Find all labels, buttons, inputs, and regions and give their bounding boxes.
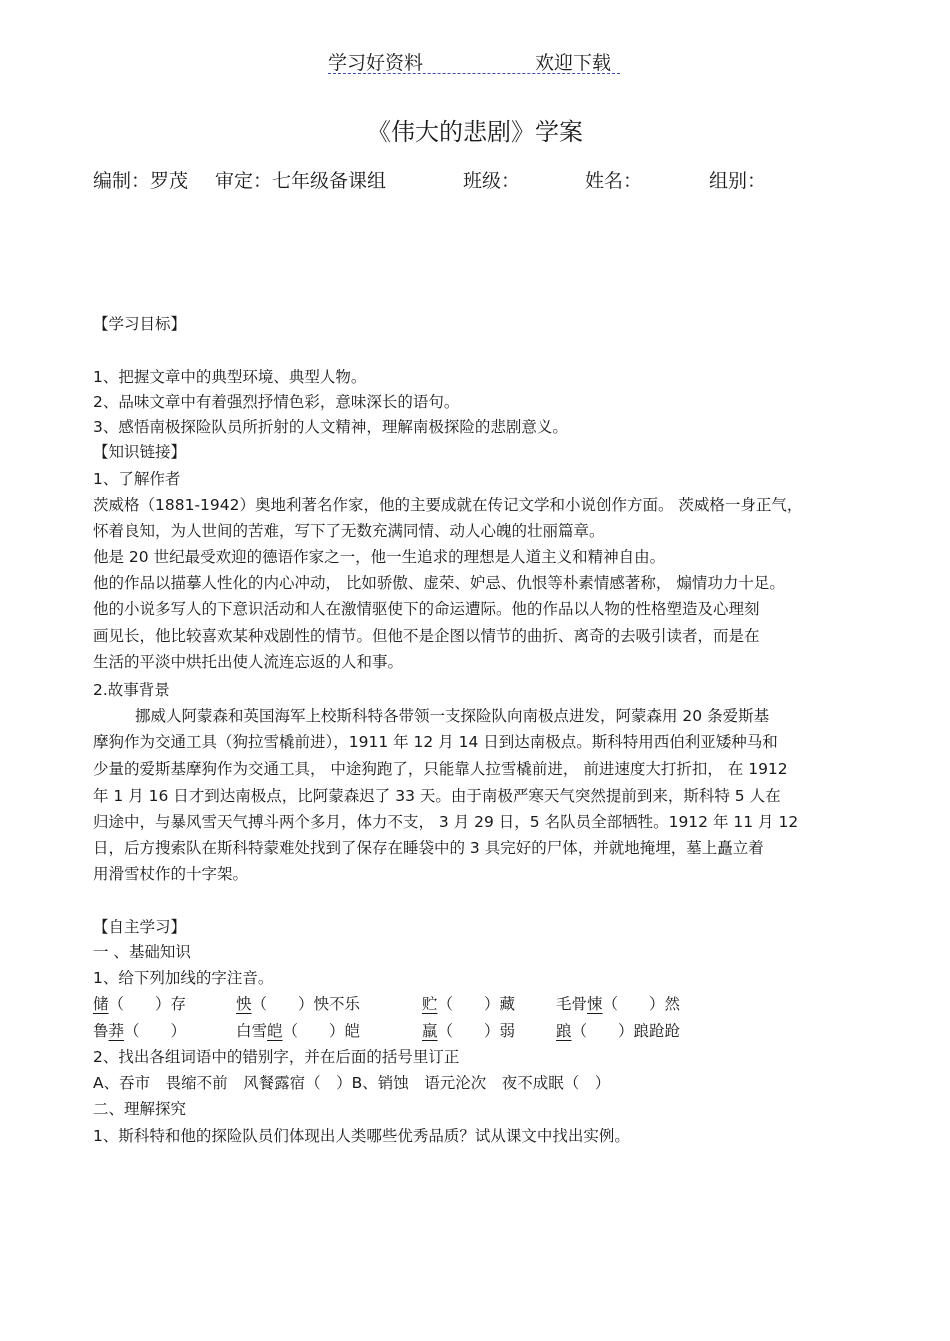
pinyin-item: 贮（ ）藏 (422, 995, 516, 1013)
underlined-char: 怏 (236, 995, 252, 1013)
text-line: 1、了解作者 (93, 470, 181, 488)
text-line: 2、品味文章中有着强烈抒情色彩，意味深长的语句。 (93, 393, 460, 411)
text-line: 挪威人阿蒙森和英国海军上校斯科特各带领一支探险队向南极点进发，阿蒙森用 20 条爱斯基 (135, 707, 770, 725)
text-line: 1、把握文章中的典型环境、典型人物。 (93, 368, 367, 386)
pinyin-item: 怏（ ）怏不乐 (236, 995, 361, 1013)
text-line: 1、斯科特和他的探险队员们体现出人类哪些优秀品质？试从课文中找出实例。 (93, 1127, 630, 1145)
pinyin-item: 踉（ ）踉跄跄 (556, 1022, 681, 1040)
text-line: 画见长，他比较喜欢某种戏剧性的情节。但他不是企图以情节的曲折、离奇的去吸引读者，而是在 (93, 627, 760, 645)
text-line: 归途中，与暴风雪天气搏斗两个多月，体力不支， 3 月 29 日，5 名队员全部牺牲。1912 年 11 月 12 (93, 813, 799, 831)
section-heading: 【知识链接】 (93, 443, 187, 461)
document-title: 《伟大的悲剧》学案 (367, 118, 583, 146)
text-line: 少量的爱斯基摩狗作为交通工具， 中途狗跑了，只能靠人拉雪橇前进， 前进速度大打折扣， 在 1912 (93, 760, 788, 778)
meta-editor: 编制：罗茂 (93, 170, 189, 192)
pinyin-item: 储（ ）存 (93, 995, 187, 1013)
header-divider (328, 73, 620, 74)
text-line: 他的作品以描摹人性化的内心冲动， 比如骄傲、虚荣、妒忌、仇恨等朴素情感著称， 煽情功力十足。 (93, 574, 785, 592)
pinyin-item: 羸（ ）弱 (422, 1022, 516, 1040)
meta-name: 姓名： (585, 170, 643, 192)
text-line: A、吞市 畏缩不前 风餐露宿（ ）B、销蚀 语元沦次 夜不成眠（ ） (93, 1074, 611, 1092)
underlined-char: 悚 (587, 995, 603, 1013)
pinyin-item: 鲁莽（ ） (93, 1022, 187, 1040)
underlined-char: 踉 (556, 1022, 572, 1040)
underlined-char: 贮 (422, 995, 438, 1013)
underlined-char: 羸 (422, 1022, 438, 1040)
text-line: 他是 20 世纪最受欢迎的德语作家之一，他一生追求的理想是人道主义和精神自由。 (93, 548, 666, 566)
text-line: 生活的平淡中烘托出使人流连忘返的人和事。 (93, 653, 404, 671)
text-line: 怀着良知，为人世间的苦难，写下了无数充满同情、动人心魄的壮丽篇章。 (93, 522, 605, 540)
text-line: 2、找出各组词语中的错别字，并在后面的括号里订正 (93, 1048, 460, 1066)
underlined-char: 莽 (108, 1022, 125, 1040)
underlined-char: 储 (93, 995, 109, 1013)
text-line: 年 1 月 16 日才到达南极点，比阿蒙森迟了 33 天。由于南极严寒天气突然提前到来，斯科特 5 人在 (93, 787, 781, 805)
text-line: 茨威格（1881-1942）奥地利著名作家，他的主要成就在传记文学和小说创作方面。 茨威格一身正气， (93, 496, 803, 514)
meta-group: 组别： (709, 170, 767, 192)
text-line: 2.故事背景 (93, 681, 170, 699)
section-heading: 【自主学习】 (93, 918, 187, 936)
header-left: 学习好资料 (328, 52, 424, 74)
text-line: 一 、基础知识 (93, 943, 191, 961)
section-heading: 【学习目标】 (93, 315, 187, 333)
pinyin-item: 毛骨悚（ ）然 (556, 995, 681, 1013)
underlined-char: 皑 (267, 1022, 283, 1040)
pinyin-item: 白雪皑（ ）皑 (236, 1022, 361, 1040)
meta-reviewer: 审定：七年级备课组 (215, 170, 387, 192)
header-right: 欢迎下载 (535, 52, 612, 74)
text-line: 二、理解探究 (93, 1100, 187, 1118)
text-line: 用滑雪杖作的十字架。 (93, 865, 249, 883)
text-line: 他的小说多写人的下意识活动和人在激情驱使下的命运遭际。他的作品以人物的性格塑造及心理刻 (93, 600, 760, 618)
text-line: 1、给下列加线的字注音。 (93, 969, 274, 987)
text-line: 摩狗作为交通工具（狗拉雪橇前进），1911 年 12 月 14 日到达南极点。斯科特用西伯利亚矮种马和 (93, 733, 778, 751)
meta-class: 班级： (463, 170, 521, 192)
text-line: 日，后方搜索队在斯科特蒙难处找到了保存在睡袋中的 3 具完好的尸体，并就地掩埋，墓上矗立着 (93, 839, 764, 857)
text-line: 3、感悟南极探险队员所折射的人文精神，理解南极探险的悲剧意义。 (93, 418, 568, 436)
